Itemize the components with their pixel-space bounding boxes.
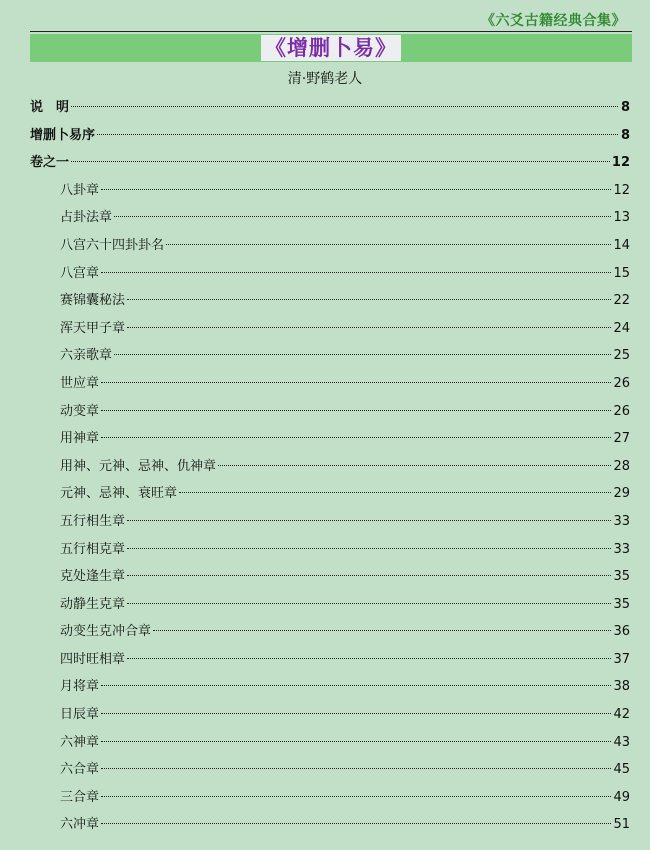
toc-entry-title: 世应章 <box>60 375 100 391</box>
dot-leader <box>101 685 611 686</box>
toc-entry-page: 33 <box>613 513 630 529</box>
toc-entry[interactable] <box>30 342 630 370</box>
dot-leader <box>71 161 610 162</box>
toc-entry[interactable] <box>30 756 630 784</box>
toc-entry[interactable] <box>30 94 630 122</box>
toc-entry[interactable] <box>30 618 630 646</box>
toc-entry-title: 增删卜易序 <box>30 127 96 143</box>
dot-leader <box>101 796 611 797</box>
toc-entry[interactable] <box>30 260 630 288</box>
toc-entry-title: 六冲章 <box>60 817 100 833</box>
dot-leader <box>153 630 611 631</box>
toc-entry[interactable] <box>30 453 630 481</box>
toc-entry-title: 八宫六十四卦卦名 <box>60 237 165 253</box>
toc-entry-title: 赛锦囊秘法 <box>60 293 126 309</box>
toc-entry[interactable] <box>30 287 630 315</box>
toc-entry-page: 29 <box>613 486 630 502</box>
dot-leader <box>218 465 611 466</box>
toc-entry[interactable] <box>30 177 630 205</box>
dot-leader <box>127 327 611 328</box>
toc-entry-page: 35 <box>613 569 630 585</box>
table-of-contents <box>30 94 630 839</box>
dot-leader <box>101 768 611 769</box>
toc-entry-page: 35 <box>613 596 630 612</box>
toc-entry-title: 八宫章 <box>60 265 100 281</box>
toc-entry-title: 六亲歌章 <box>60 348 113 364</box>
toc-entry[interactable] <box>30 149 630 177</box>
toc-entry-page: 43 <box>613 734 630 750</box>
toc-entry[interactable] <box>30 646 630 674</box>
toc-entry-title: 克处逢生章 <box>60 569 126 585</box>
toc-entry-title: 八卦章 <box>60 182 100 198</box>
dot-leader <box>166 244 611 245</box>
book-title: 《增删卜易》 <box>261 35 401 61</box>
toc-entry-page: 36 <box>613 624 630 640</box>
dot-leader <box>127 299 611 300</box>
toc-entry-title: 说 明 <box>30 100 70 115</box>
dot-leader <box>101 823 611 824</box>
title-rule <box>30 31 632 32</box>
dot-leader <box>101 437 611 438</box>
dot-leader <box>127 575 611 576</box>
dot-leader <box>179 492 611 493</box>
toc-entry[interactable] <box>30 370 630 398</box>
toc-entry[interactable] <box>30 315 630 343</box>
toc-entry-page: 22 <box>613 293 630 309</box>
toc-entry-page: 38 <box>613 679 630 695</box>
toc-entry[interactable] <box>30 398 630 426</box>
dot-leader <box>101 189 611 190</box>
toc-entry-page: 37 <box>613 651 630 667</box>
toc-entry-page: 26 <box>613 403 630 419</box>
toc-entry-title: 四时旺相章 <box>60 651 126 667</box>
toc-entry[interactable] <box>30 701 630 729</box>
toc-entry-title: 占卦法章 <box>60 210 113 226</box>
toc-entry-page: 15 <box>613 265 630 281</box>
toc-entry-page: 26 <box>613 375 630 391</box>
toc-entry-page: 12 <box>611 155 630 171</box>
toc-entry-page: 25 <box>613 348 630 364</box>
dot-leader <box>127 548 611 549</box>
toc-entry-page: 24 <box>613 320 630 336</box>
dot-leader <box>101 382 611 383</box>
dot-leader <box>101 713 611 714</box>
toc-entry-title: 用神章 <box>60 431 100 447</box>
toc-entry[interactable] <box>30 508 630 536</box>
toc-entry[interactable] <box>30 673 630 701</box>
toc-entry-title: 六神章 <box>60 734 100 750</box>
toc-entry[interactable] <box>30 784 630 812</box>
toc-entry-page: 42 <box>613 707 630 723</box>
toc-entry-title: 动变生克冲合章 <box>60 624 152 640</box>
toc-entry-title: 五行相克章 <box>60 541 126 557</box>
toc-entry[interactable] <box>30 425 630 453</box>
toc-entry-title: 动静生克章 <box>60 596 126 612</box>
dot-leader <box>127 658 611 659</box>
toc-entry[interactable] <box>30 204 630 232</box>
toc-entry[interactable] <box>30 811 630 839</box>
toc-entry-page: 12 <box>613 182 630 198</box>
toc-entry-title: 三合章 <box>60 789 100 805</box>
toc-entry-title: 动变章 <box>60 403 100 419</box>
dot-leader <box>97 134 618 135</box>
dot-leader <box>114 354 611 355</box>
toc-entry[interactable] <box>30 563 630 591</box>
toc-entry-page: 27 <box>613 431 630 447</box>
series-title: 《六爻古籍经典合集》 <box>481 13 626 29</box>
toc-entry-title: 浑天甲子章 <box>60 320 126 336</box>
toc-entry[interactable] <box>30 591 630 619</box>
toc-entry-page: 33 <box>613 541 630 557</box>
toc-entry-title: 日辰章 <box>60 707 100 723</box>
title-bar <box>30 34 632 62</box>
toc-entry[interactable] <box>30 729 630 757</box>
toc-entry-title: 用神、元神、忌神、仇神章 <box>60 458 217 474</box>
toc-entry[interactable] <box>30 122 630 150</box>
dot-leader <box>127 603 611 604</box>
toc-entry-title: 月将章 <box>60 679 100 695</box>
toc-entry-page: 49 <box>613 789 630 805</box>
toc-entry-title: 六合章 <box>60 762 100 778</box>
author-line: 清·野鹤老人 <box>287 71 363 87</box>
toc-entry-page: 8 <box>620 127 630 143</box>
toc-entry-title: 五行相生章 <box>60 513 126 529</box>
dot-leader <box>114 216 611 217</box>
dot-leader <box>101 741 611 742</box>
dot-leader <box>127 520 611 521</box>
dot-leader <box>101 272 611 273</box>
toc-entry[interactable] <box>30 480 630 508</box>
toc-entry-page: 28 <box>613 458 630 474</box>
toc-entry[interactable] <box>30 232 630 260</box>
toc-entry[interactable] <box>30 536 630 564</box>
toc-entry-title: 元神、忌神、衰旺章 <box>60 486 178 502</box>
toc-entry-page: 8 <box>620 100 630 115</box>
toc-entry-page: 45 <box>613 762 630 778</box>
toc-entry-page: 13 <box>613 210 630 226</box>
dot-leader <box>71 106 618 107</box>
toc-entry-page: 14 <box>613 237 630 253</box>
toc-entry-page: 51 <box>613 817 630 833</box>
toc-entry-title: 卷之一 <box>30 155 70 171</box>
dot-leader <box>101 410 611 411</box>
